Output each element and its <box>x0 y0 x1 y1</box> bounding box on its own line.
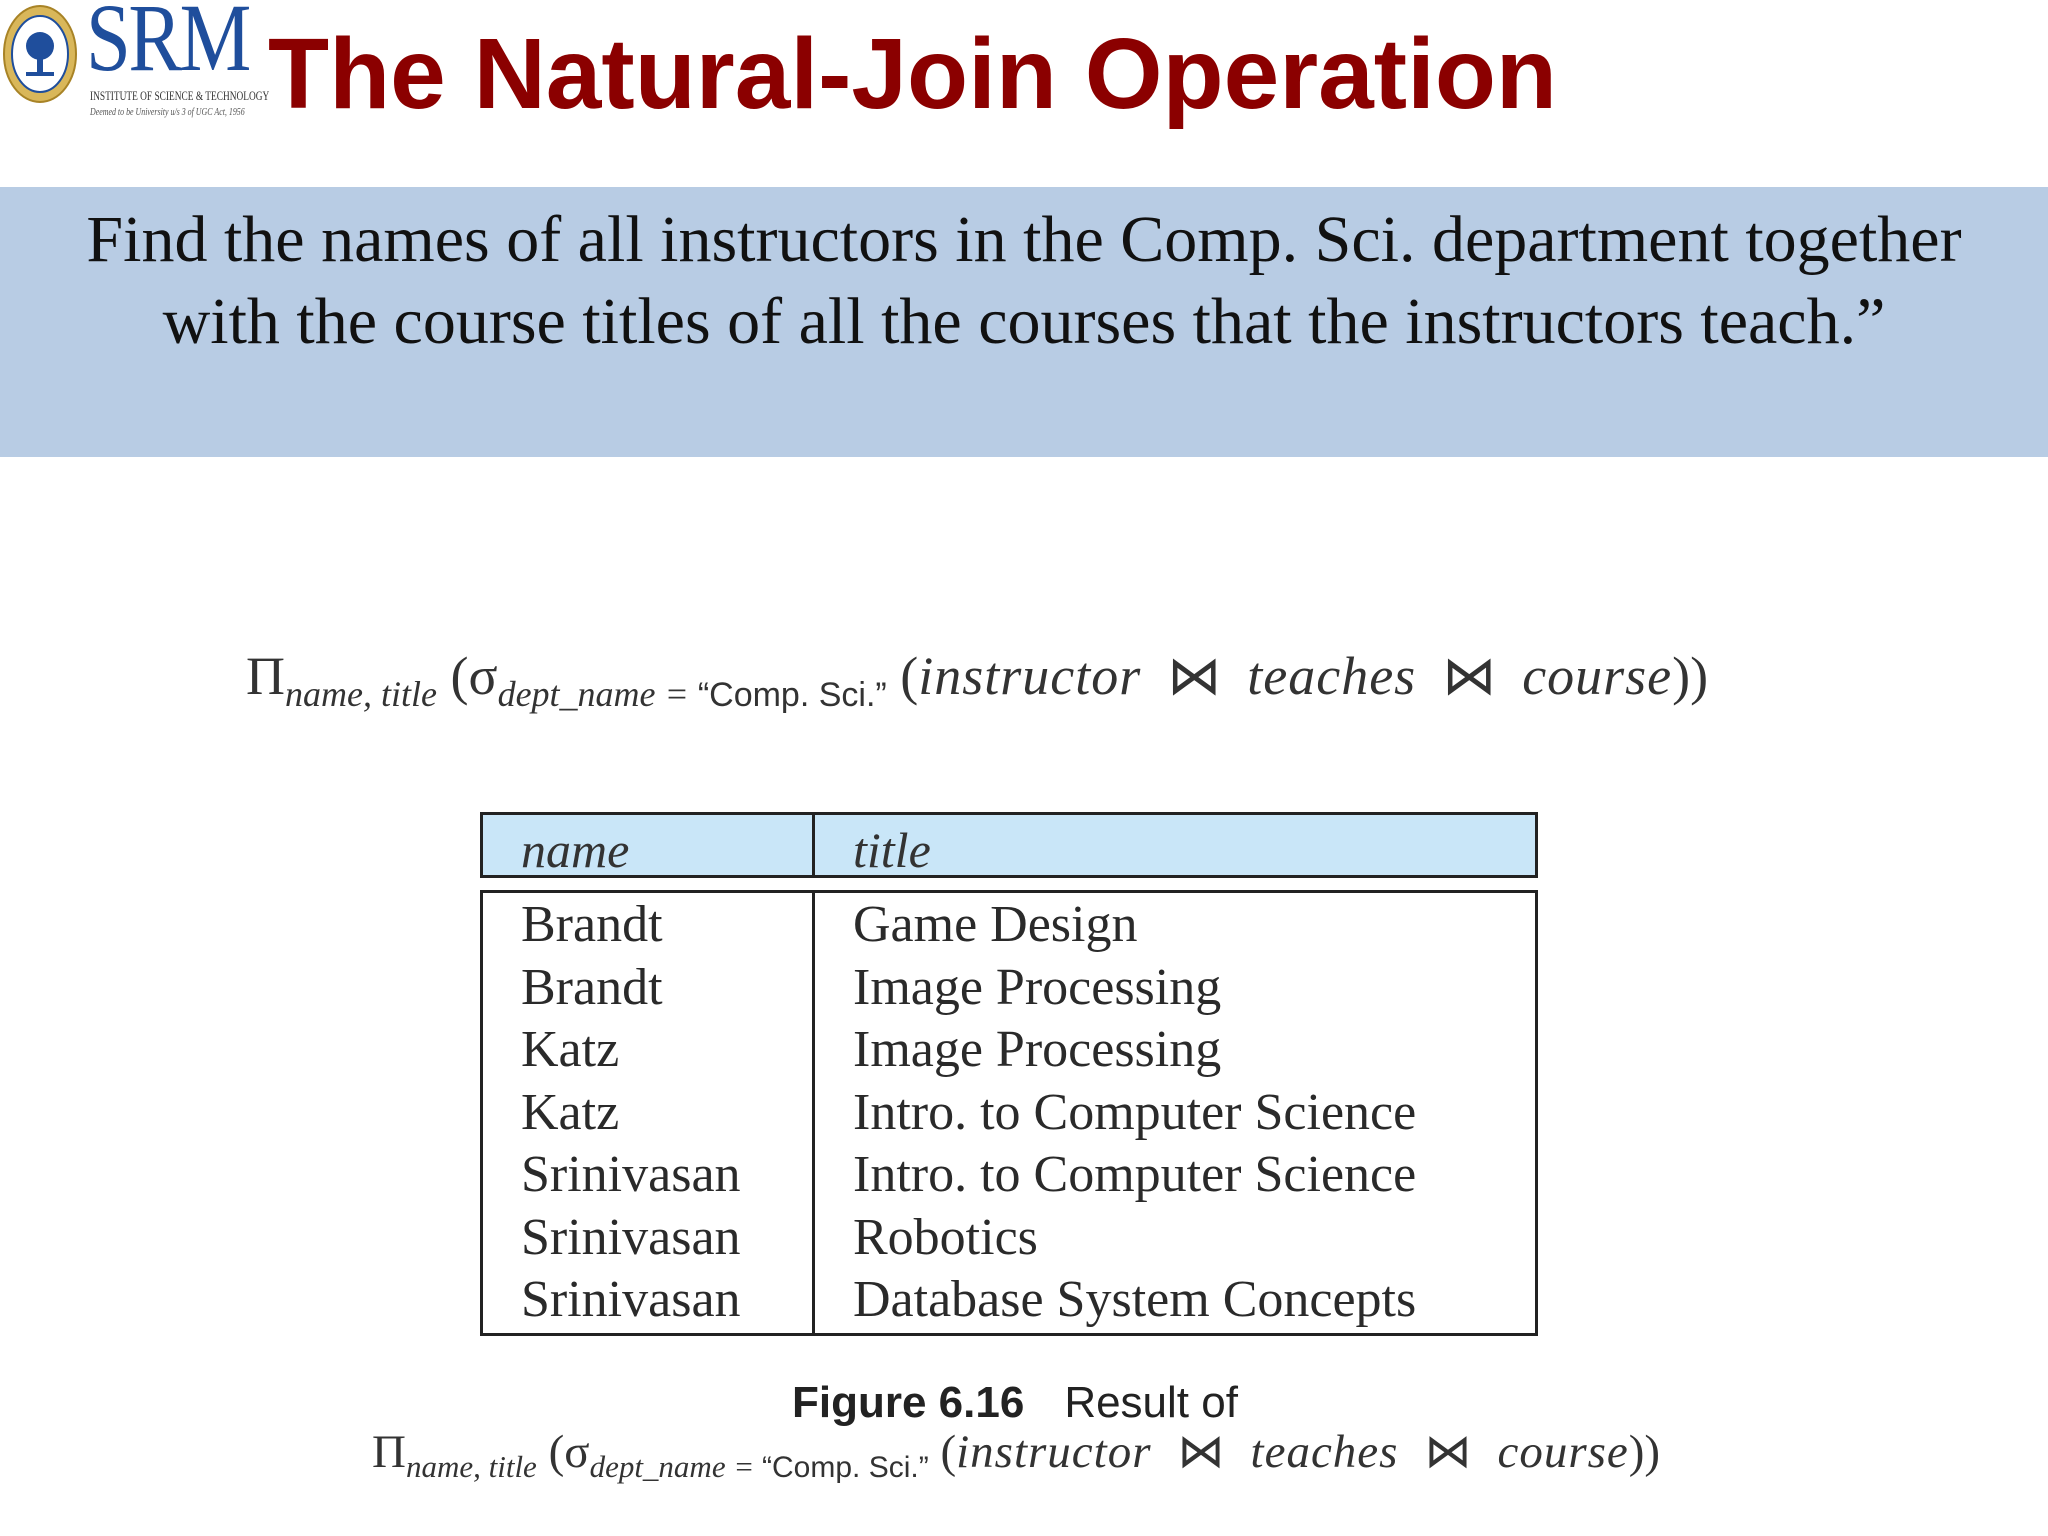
cell-name: Brandt <box>521 896 663 953</box>
selection-eq: = <box>655 674 698 714</box>
logo-wordmark: SRM <box>86 0 249 91</box>
cell-name: Srinivasan <box>521 1271 741 1328</box>
table-row <box>483 1018 1535 1081</box>
cell-title: Image Processing <box>853 958 1222 1016</box>
figure-label: Figure 6.16 <box>792 1378 1025 1427</box>
cell-name: Katz <box>521 1021 620 1078</box>
table-row <box>483 1206 1535 1269</box>
join-icon: ⋈ <box>1167 646 1222 706</box>
relation-teaches: teaches <box>1250 1426 1399 1478</box>
open-paren: ( <box>450 646 469 706</box>
figure-caption-text: Result of <box>1064 1378 1238 1427</box>
close-paren: )) <box>1672 646 1709 706</box>
column-header-name: name <box>521 822 630 878</box>
projection-attrs: name, title <box>405 1449 537 1484</box>
relation-instructor: instructor <box>918 646 1142 706</box>
column-header-title: title <box>853 822 931 878</box>
join-icon: ⋈ <box>1424 1426 1472 1478</box>
selection-symbol: σ <box>468 646 498 706</box>
caption-expression: $\Pi_{name, title}$ ($\sigma_{dept\_name = “Comp. Sci.”}$ (instructor ⋈ teaches ⋈ course)) <box>372 1426 1661 1484</box>
question-band <box>0 187 2048 457</box>
question-text <box>0 199 2048 363</box>
slide-title: The Natural-Join Operation <box>268 18 1558 130</box>
table-row <box>483 1143 1535 1206</box>
result-table-body <box>480 890 1538 1336</box>
relation-instructor: instructor <box>956 1426 1152 1478</box>
relation-course: course <box>1497 1426 1629 1478</box>
selection-value: “Comp. Sci.” <box>697 676 887 714</box>
logo-deemed: Deemed to be University u/s 3 of UGC Act, 1956 <box>90 106 245 118</box>
relation-teaches: teaches <box>1247 646 1417 706</box>
projection-symbol: Π <box>246 646 285 706</box>
open-paren: ( <box>548 1426 565 1478</box>
table-row <box>483 1268 1535 1331</box>
projection-attrs: name, title <box>285 674 437 714</box>
selection-eq: = <box>725 1449 763 1484</box>
cell-name: Brandt <box>521 958 663 1016</box>
logo-institute: INSTITUTE OF SCIENCE & TECHNOLOGY <box>90 88 270 103</box>
join-icon: ⋈ <box>1442 646 1497 706</box>
university-seal-icon <box>2 2 78 104</box>
cell-title: Image Processing <box>853 1021 1222 1078</box>
selection-attr: dept_name <box>589 1449 726 1484</box>
table-row <box>483 893 1535 956</box>
table-row <box>483 1081 1535 1144</box>
table-rows <box>483 893 1535 1331</box>
join-icon: ⋈ <box>1177 1426 1225 1478</box>
srm-logo <box>0 0 280 125</box>
cell-name: Srinivasan <box>521 1146 741 1203</box>
table-row <box>483 956 1535 1019</box>
column-divider <box>812 815 815 875</box>
cell-name: Katz <box>521 1083 620 1141</box>
selection-attr: dept_name <box>497 674 656 714</box>
cell-title: Database System Concepts <box>853 1271 1417 1328</box>
projection-symbol: Π <box>372 1426 406 1478</box>
selection-value: “Comp. Sci.” <box>762 1451 929 1484</box>
cell-name: Srinivasan <box>521 1208 741 1266</box>
selection-symbol: σ <box>564 1426 590 1478</box>
close-paren: )) <box>1628 1426 1661 1478</box>
cell-title: Game Design <box>853 896 1138 953</box>
relation-course: course <box>1522 646 1673 706</box>
cell-title: Robotics <box>853 1208 1038 1266</box>
result-table-header <box>480 812 1538 878</box>
cell-title: Intro. to Computer Science <box>853 1083 1417 1141</box>
question-line-2: with the course titles of all the courses that the instructors teach.” <box>162 285 1886 358</box>
cell-title: Intro. to Computer Science <box>853 1146 1417 1203</box>
relational-expression: $\Pi_{name, title}$ ($\sigma_{dept\_name = “Comp. Sci.”}$ (instructor ⋈ teaches ⋈ course)) <box>246 646 1709 714</box>
question-line-1: Find the names of all instructors in the Comp. Sci. department together <box>86 203 1962 276</box>
figure-caption <box>792 1378 1238 1428</box>
